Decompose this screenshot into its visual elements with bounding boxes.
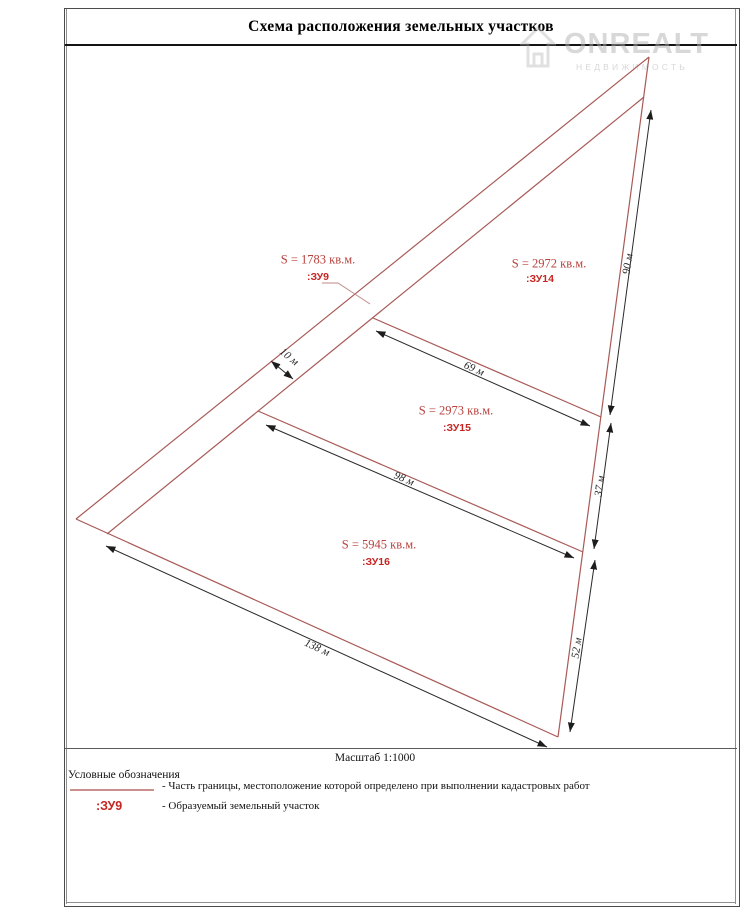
zu14-area-label: S = 2972 кв.м. xyxy=(511,256,587,271)
dim-label-10m: 10 м xyxy=(277,345,301,369)
zu15-area-label: S = 2973 кв.м. xyxy=(418,403,494,418)
dim-label-69m: 69 м xyxy=(462,359,486,379)
page-title: Схема расположения земельных участков xyxy=(248,17,554,35)
zu14-id-label: :ЗУ14 xyxy=(526,273,554,285)
onrealt-watermark xyxy=(512,22,742,78)
frame-inner-line-left xyxy=(66,9,67,904)
dim-label-90m: 90 м xyxy=(620,252,636,276)
zu16-id-label: :ЗУ16 xyxy=(362,556,390,568)
legend-heading: Условные обозначения xyxy=(68,769,180,781)
legend-boundary-line-sample xyxy=(70,789,154,791)
zu9-id-label: :ЗУ9 xyxy=(306,271,330,283)
zu15-id-label: :ЗУ15 xyxy=(443,422,471,434)
watermark-brand-text: ONREALT xyxy=(564,28,710,60)
zu16-area-label: S = 5945 кв.м. xyxy=(341,537,417,552)
dim-label-138m: 138 м xyxy=(302,637,332,659)
scale-label: Масштаб 1:1000 xyxy=(334,752,416,764)
dim-label-37m: 37 м xyxy=(592,474,608,498)
frame-inner-line-right xyxy=(735,9,736,904)
watermark-house-icon xyxy=(520,26,556,76)
dim-label-52m: 52 м xyxy=(569,636,585,660)
watermark-tagline-text: НЕДВИЖИМОСТЬ xyxy=(576,62,689,72)
legend-plot-item-label: - Образуемый земельный участок xyxy=(162,800,320,812)
legend-plot-symbol: :ЗУ9 xyxy=(96,799,123,813)
frame-inner-line-bottom xyxy=(66,902,736,903)
dim-label-98m: 98 м xyxy=(392,469,416,489)
zu9-area-label: S = 1783 кв.м. xyxy=(280,252,356,267)
legend-boundary-item-label: - Часть границы, местоположение которой определено при выполнении кадастровых работ xyxy=(162,780,590,792)
scale-separator-line xyxy=(65,748,737,749)
